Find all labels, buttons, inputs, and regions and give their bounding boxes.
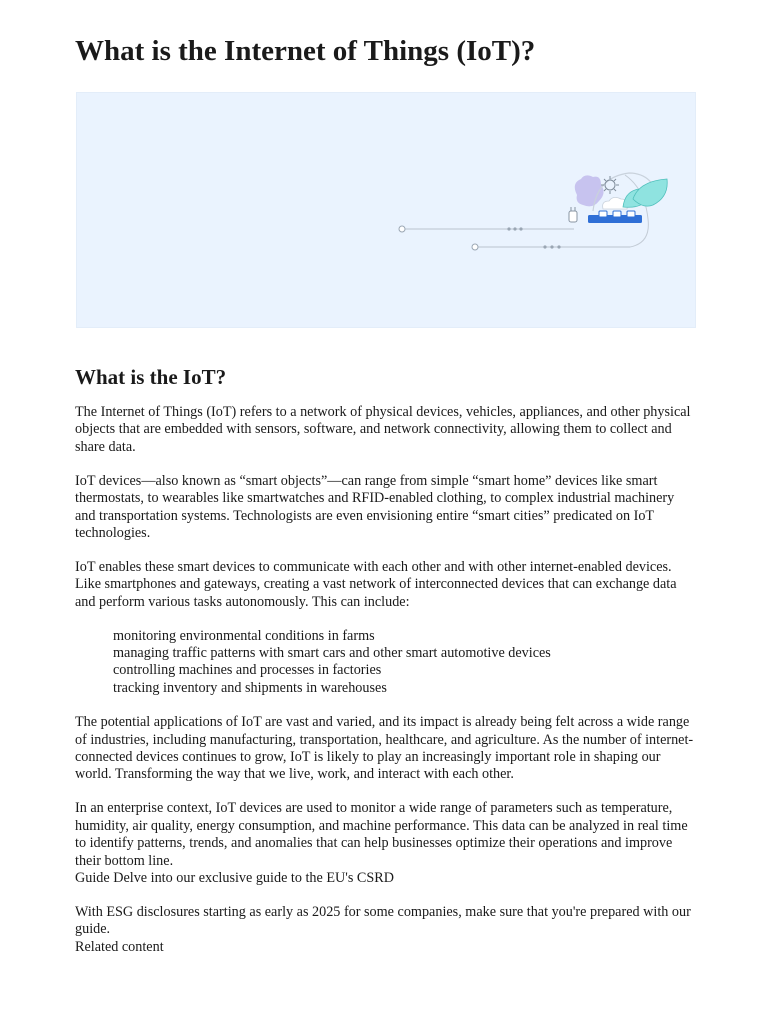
list-item: controlling machines and processes in factories (113, 662, 382, 679)
list-item: tracking inventory and shipments in warehouses (113, 679, 387, 696)
paragraph: IoT devices—also known as “smart objects”—can range from simple “smart home” devices like smart thermostats, to wearables like smartwatches and RFID-enabled clothing, to complex industrial machinery and transportation systems. Technologists are even envisioning entire “smart cities” predicated on IoT technologies. (75, 472, 675, 541)
article-body (75, 404, 697, 956)
paragraph: The Internet of Things (IoT) refers to a network of physical devices, vehicles, appliances, and other physical objects that are embedded with sensors, software, and network connectivity, allowing them to collect and share data. (75, 404, 691, 455)
list-item: managing traffic patterns with smart cars and other smart automotive devices (113, 644, 551, 661)
paragraph: IoT enables these smart devices to communicate with each other and with other internet-enabled devices. Like smartphones and gateways, creating a vast network of interconnected devices that can exchange data and perform various tasks autonomously. This can include: (75, 558, 677, 610)
page-title: What is the Internet of Things (IoT)? (75, 35, 536, 67)
related-content-heading: Related content (75, 938, 164, 955)
hero-illustration (76, 92, 696, 328)
iot-illustration-icon (77, 93, 697, 329)
paragraph: The potential applications of IoT are vast and varied, and its impact is already being felt across a wide range of industries, including manufacturing, transportation, healthcare, and agriculture. As the number of internet-connected devices continues to grow, IoT is likely to play an increasingly important role in shaping our world. Transforming the way that we live, work, and interact with each other. (75, 714, 694, 783)
guide-link[interactable]: Guide Delve into our exclusive guide to the EU's CSRD (75, 869, 394, 886)
list-item: monitoring environmental conditions in farms (113, 627, 375, 644)
bullet-list (75, 628, 697, 698)
section-heading: What is the IoT? (75, 365, 227, 389)
esg-paragraph: With ESG disclosures starting as early as 2025 for some companies, make sure that you're prepared with our guide. (75, 903, 691, 938)
paragraph: In an enterprise context, IoT devices are used to monitor a wide range of parameters such as temperature, humidity, air quality, energy consumption, and machine performance. This data can be analyzed in real time to identify patterns, trends, and anomalies that can help businesses optimize their operations and improve their bottom line. (75, 800, 688, 869)
